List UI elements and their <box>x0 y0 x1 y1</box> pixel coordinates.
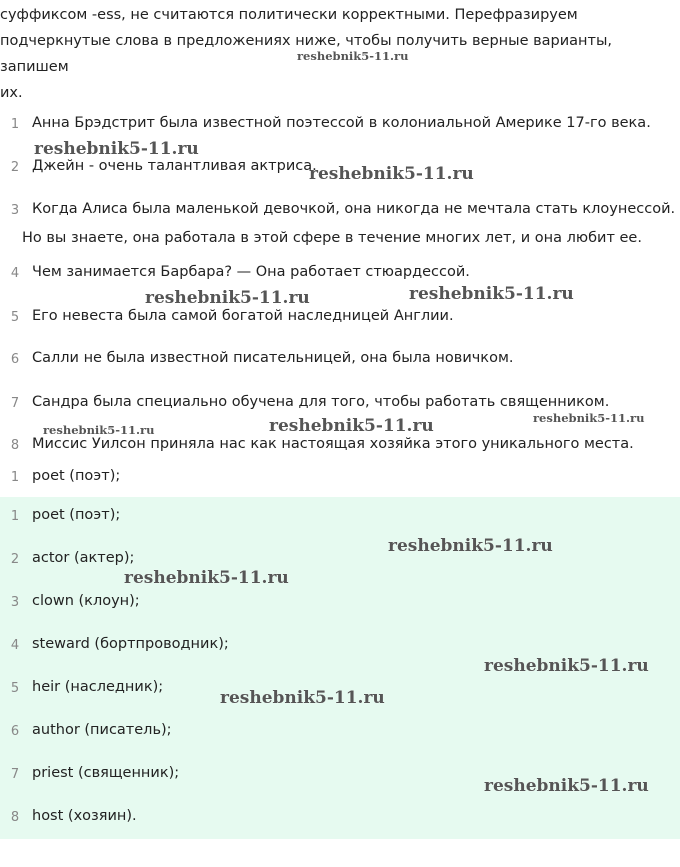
watermark: reshebnik5-11.ru <box>124 568 289 588</box>
intro-line-1: суффиксом -ess, не считаются политически корректными. Перефразируем <box>0 7 578 23</box>
intro-line-2: подчеркнутые слова в предложениях ниже, чтобы получить верные варианты, запишем <box>0 33 613 75</box>
answer-text: host (хозяин). <box>32 808 137 824</box>
answer-number: 4 <box>10 638 20 653</box>
sentence-text: Миссис Уилсон приняла нас как настоящая хозяйка этого уникального места. <box>32 436 634 452</box>
watermark: reshebnik5-11.ru <box>409 284 574 304</box>
sentence-text: Салли не была известной писательницей, она была новичком. <box>32 350 514 366</box>
answer-text: priest (священник); <box>32 765 180 781</box>
answer-text: poet (поэт); <box>32 507 121 523</box>
sentence-text: Джейн - очень талантливая актриса. <box>32 158 317 174</box>
answer-number: 5 <box>10 681 20 696</box>
sentence-number: 4 <box>10 266 20 281</box>
answer-number: 8 <box>10 810 20 825</box>
watermark: reshebnik5-11.ru <box>297 49 409 63</box>
watermark: reshebnik5-11.ru <box>533 411 645 425</box>
sentence-number: 1 <box>10 117 20 132</box>
watermark: reshebnik5-11.ru <box>34 139 199 159</box>
watermark: reshebnik5-11.ru <box>484 656 649 676</box>
sentence-text: Его невеста была самой богатой наследницей Англии. <box>32 308 454 324</box>
answer-text: clown (клоун); <box>32 593 140 609</box>
answer-number: 2 <box>10 552 20 567</box>
sentence-text: Когда Алиса была маленькой девочкой, она никогда не мечтала стать клоунессой. <box>32 201 676 217</box>
sentence-number: 3 <box>10 203 20 218</box>
sentence-number: 7 <box>10 396 20 411</box>
answer-number: 7 <box>10 767 20 782</box>
sentence-text: Чем занимается Барбара? — Она работает стюардессой. <box>32 264 470 280</box>
watermark: reshebnik5-11.ru <box>388 536 553 556</box>
watermark: reshebnik5-11.ru <box>220 688 385 708</box>
answer-text: steward (бортпроводник); <box>32 636 229 652</box>
watermark: reshebnik5-11.ru <box>484 776 649 796</box>
answer-text: actor (актер); <box>32 550 135 566</box>
answer-number: 1 <box>10 509 20 524</box>
answer-text: heir (наследник); <box>32 679 164 695</box>
answer-number: 6 <box>10 724 20 739</box>
watermark: reshebnik5-11.ru <box>269 416 434 436</box>
watermark: reshebnik5-11.ru <box>145 288 310 308</box>
extra-line-number: 1 <box>10 470 20 485</box>
sentence-number: 8 <box>10 438 20 453</box>
watermark: reshebnik5-11.ru <box>309 164 474 184</box>
sentence-number: 2 <box>10 160 20 175</box>
sentence-text: Анна Брэдстрит была известной поэтессой в колониальной Америке 17-го века. <box>32 115 651 131</box>
answer-number: 3 <box>10 595 20 610</box>
sentence-text-continued: Но вы знаете, она работала в этой сфере в течение многих лет, и она любит ее. <box>22 230 642 246</box>
sentence-text: Сандра была специально обучена для того, чтобы работать священником. <box>32 394 610 410</box>
extra-line-text: poet (поэт); <box>32 468 121 484</box>
answer-text: author (писатель); <box>32 722 172 738</box>
watermark: reshebnik5-11.ru <box>43 423 155 437</box>
sentence-number: 6 <box>10 352 20 367</box>
intro-line-3: их. <box>0 85 23 101</box>
sentence-number: 5 <box>10 310 20 325</box>
